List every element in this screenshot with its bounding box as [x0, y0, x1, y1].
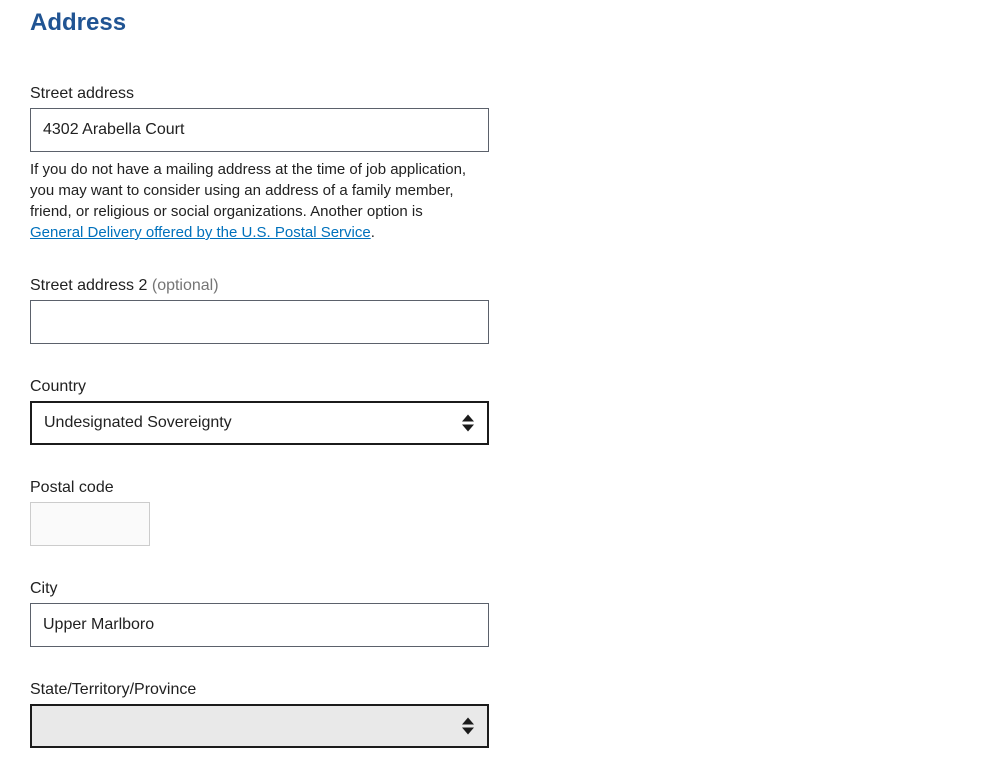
page-title: Address	[30, 9, 127, 36]
select-arrows-icon	[462, 718, 474, 735]
country-label: Country	[30, 378, 87, 395]
country-select[interactable]	[30, 401, 489, 445]
help-text-before: If you do not have a mailing address at the time of job application, you may want to consider using an address of a family member, friend, or religious or social organizations. Another option is	[30, 161, 467, 220]
state-label: State/Territory/Province	[30, 681, 197, 698]
optional-hint: (optional)	[151, 277, 219, 294]
street-address-input[interactable]	[30, 108, 489, 152]
country-group	[30, 379, 490, 445]
city-group	[30, 581, 490, 647]
street-address-group	[30, 86, 490, 243]
street-address-label: Street address	[30, 85, 135, 102]
city-label: City	[30, 580, 58, 597]
postal-code-label: Postal code	[30, 479, 114, 496]
street-address-2-input[interactable]	[30, 300, 489, 344]
postal-code-group	[30, 480, 490, 546]
street-address-2-label: Street address 2 (optional)	[30, 277, 219, 294]
street-address-help-text	[30, 159, 477, 243]
state-group	[30, 682, 490, 748]
state-select	[30, 704, 489, 748]
form-content	[0, 0, 490, 748]
street-address-2-group	[30, 278, 490, 344]
general-delivery-link[interactable]: General Delivery offered by the U.S. Postal Service	[30, 224, 371, 241]
help-text-after: .	[370, 224, 375, 241]
country-select-value: Undesignated Sovereignty	[44, 414, 232, 431]
select-arrows-icon	[462, 415, 474, 432]
city-input[interactable]	[30, 603, 489, 647]
postal-code-input	[30, 502, 150, 546]
